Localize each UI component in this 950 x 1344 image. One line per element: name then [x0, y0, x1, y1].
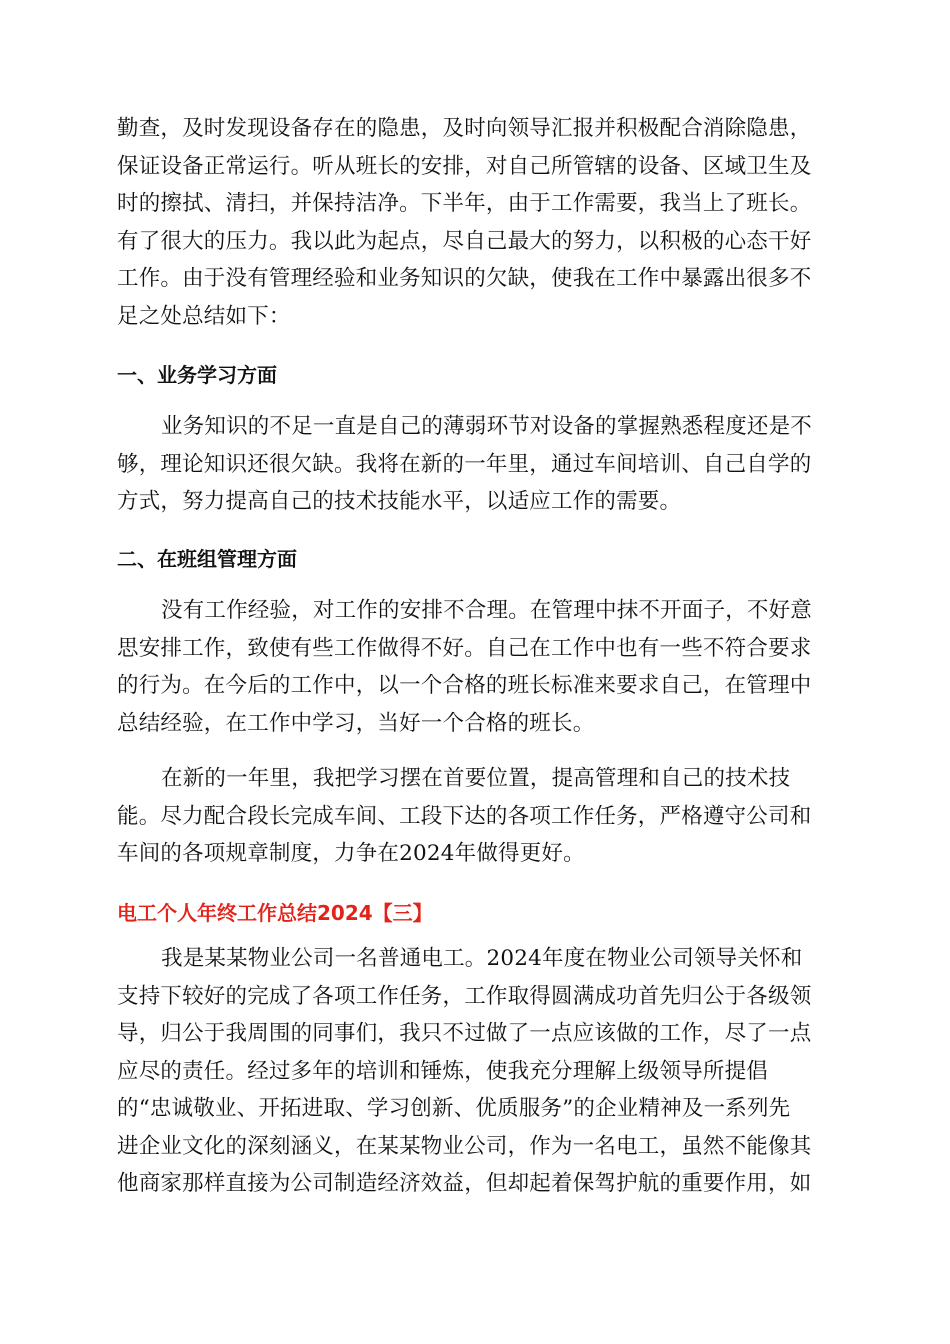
text-line: 车间的各项规章制度，力争在2024年做得更好。 — [117, 841, 585, 866]
text-line: 够，理论知识还很欠缺。我将在新的一年里，通过车间培训、自己自学的 — [117, 451, 812, 477]
text-line: 他商家那样直接为公司制造经济效益，但却起着保驾护航的重要作用，如 — [117, 1171, 812, 1196]
section2-paragraph-2 — [117, 760, 837, 873]
section3-paragraph — [117, 940, 837, 1203]
section-heading-electrician-summary: 电工个人年终工作总结2024【三】 — [117, 901, 433, 925]
text-line: 总结经验，在工作中学习，当好一个合格的班长。 — [117, 710, 595, 736]
section-heading-business-study: 一、业务学习方面 — [117, 363, 277, 387]
text-line: 业务知识的不足一直是自己的薄弱环节对设备的掌握熟悉程度还是不 — [161, 414, 813, 439]
text-line: 足之处总结如下： — [117, 303, 291, 329]
text-line: 思安排工作，致使有些工作做得不好。自己在工作中也有一些不符合要求 — [117, 635, 812, 661]
section1-paragraph — [117, 408, 837, 521]
text-line: 勤查，及时发现设备存在的隐患，及时向领导汇报并积极配合消除隐患， — [117, 116, 812, 141]
text-line: 支持下较好的完成了各项工作任务，工作取得圆满成功首先归公于各级领 — [117, 983, 812, 1009]
text-line: 进企业文化的深刻涵义，在某某物业公司，作为一名电工，虽然不能像其 — [117, 1133, 812, 1159]
text-line: 应尽的责任。经过多年的培训和锤炼，使我充分理解上级领导所提倡 — [117, 1058, 769, 1084]
text-line: 能。尽力配合段长完成车间、工段下达的各项工作任务，严格遵守公司和 — [117, 803, 812, 829]
text-line: 工作。由于没有管理经验和业务知识的欠缺，使我在工作中暴露出很多不 — [117, 266, 812, 291]
text-line: 在新的一年里，我把学习摆在首要位置，提高管理和自己的技术技 — [161, 766, 791, 791]
text-line: 我是某某物业公司一名普通电工。2024年度在物业公司领导关怀和 — [161, 946, 803, 971]
text-line: 有了很大的压力。我以此为起点，尽自己最大的努力，以积极的心态干好 — [117, 228, 812, 254]
text-line: 的“忠诚敬业、开拓进取、学习创新、优质服务”的企业精神及一系列先 — [117, 1096, 791, 1121]
text-line: 方式，努力提高自己的技术技能水平，以适应工作的需要。 — [117, 489, 682, 514]
section-heading-team-management: 二、在班组管理方面 — [117, 547, 297, 571]
text-line: 导，归公于我周围的同事们，我只不过做了一点应该做的工作，尽了一点 — [117, 1021, 812, 1046]
intro-paragraph — [117, 110, 837, 335]
text-line: 的行为。在今后的工作中，以一个合格的班长标准来要求自己，在管理中 — [117, 673, 812, 698]
section2-paragraph-1 — [117, 592, 837, 742]
text-line: 没有工作经验，对工作的安排不合理。在管理中抹不开面子，不好意 — [161, 598, 813, 623]
text-line: 保证设备正常运行。听从班长的安排，对自己所管辖的设备、区域卫生及 — [117, 153, 812, 179]
text-line: 时的擦拭、清扫，并保持洁净。下半年，由于工作需要，我当上了班长。 — [117, 191, 812, 216]
